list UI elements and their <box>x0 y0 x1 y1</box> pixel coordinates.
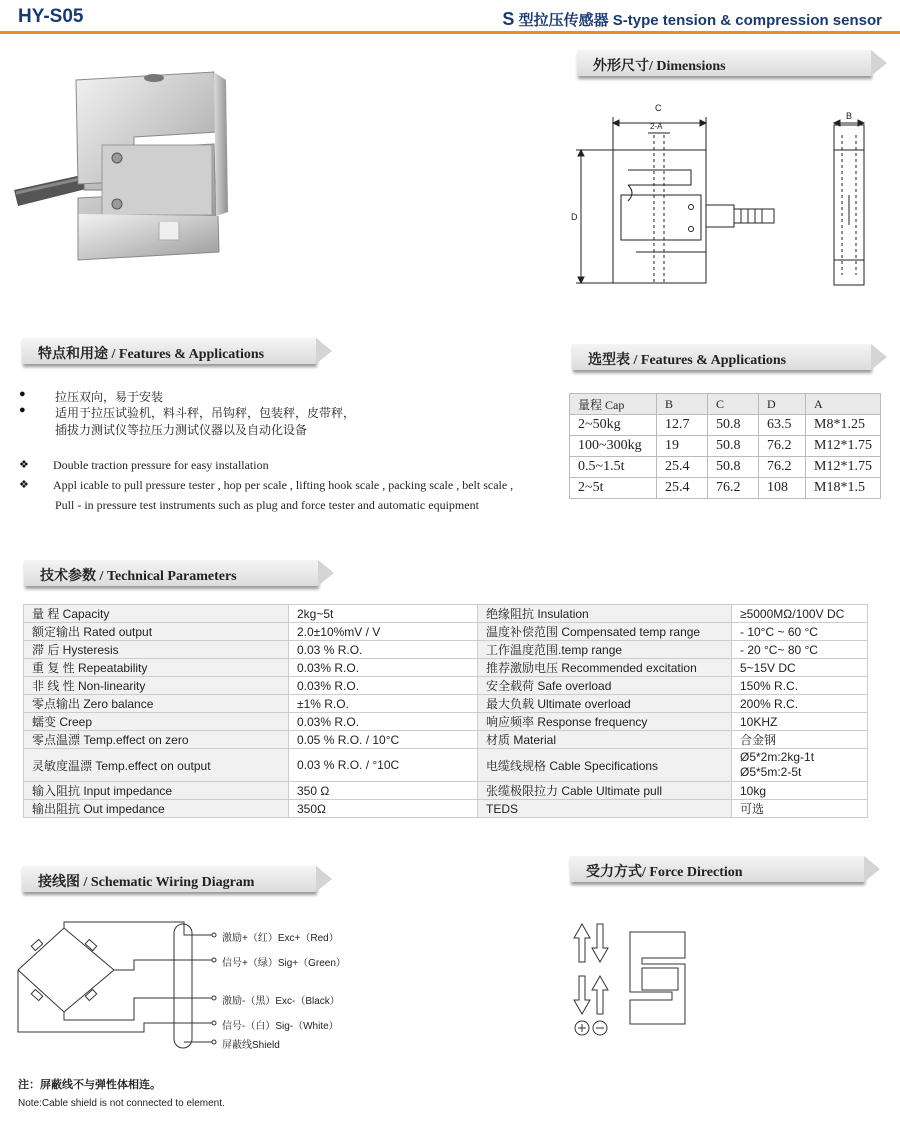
dimensions-banner <box>577 50 887 80</box>
selection-header-cell: B <box>657 394 708 415</box>
table-row <box>24 605 868 623</box>
param-value: 350 Ω <box>289 782 478 800</box>
subtitle-en: S-type tension & compression sensor <box>612 12 882 29</box>
param-value: 0.03 % R.O. <box>289 641 478 659</box>
param-label: 滞 后 Hysteresis <box>24 641 289 659</box>
bullet-diamond-icon: ❖ <box>19 459 29 471</box>
table-row <box>570 415 881 436</box>
dim-label-b: B <box>846 111 853 121</box>
selection-heading: 选型表 / Features & Applications <box>588 353 787 368</box>
wiring-banner <box>22 866 332 896</box>
features-heading: 特点和用途 / Features & Applications <box>38 347 265 362</box>
table-cell: 50.8 <box>708 415 759 436</box>
param-value: 5~15V DC <box>732 659 868 677</box>
table-cell: 63.5 <box>759 415 806 436</box>
dimensions-heading: 外形尺寸/ Dimensions <box>593 59 726 74</box>
param-label: 推荐激励电压 Recommended excitation <box>478 659 732 677</box>
param-label: 重 复 性 Repeatability <box>24 659 289 677</box>
bullet-diamond-icon: ❖ <box>19 479 29 491</box>
wire-exc-minus: 激励-（黑）Exc-（Black） <box>222 996 340 1007</box>
param-label: 额定输出 Rated output <box>24 623 289 641</box>
param-value: 10KHZ <box>732 713 868 731</box>
feature-cn-1: 拉压双向，易于安装 <box>55 390 164 404</box>
param-label: 响应频率 Response frequency <box>478 713 732 731</box>
param-value: 0.03% R.O. <box>289 713 478 731</box>
arrow-down-icon <box>592 924 608 962</box>
table-cell: M8*1.25 <box>806 415 881 436</box>
feature-cn-2: 适用于拉压试验机，料斗秤，吊钩秤，包装秤，皮带秤， <box>55 406 356 420</box>
param-label: 电缆线规格 Cable Specifications <box>478 749 732 782</box>
table-cell: 25.4 <box>657 457 708 478</box>
param-value: 2kg~5t <box>289 605 478 623</box>
table-cell: M12*1.75 <box>806 457 881 478</box>
table-cell: M18*1.5 <box>806 478 881 499</box>
table-cell: 76.2 <box>759 436 806 457</box>
param-value: - 20 °C~ 80 °C <box>732 641 868 659</box>
param-value: 0.03% R.O. <box>289 677 478 695</box>
table-cell: 50.8 <box>708 457 759 478</box>
dim-label-c: C <box>655 103 662 113</box>
selection-header-cell: D <box>759 394 806 415</box>
table-cell: 50.8 <box>708 436 759 457</box>
note-cn: 注：屏蔽线不与弹性体相连。 <box>18 1079 161 1091</box>
feature-cn-3: 插拔力测试仪等拉压力测试仪器以及自动化设备 <box>55 423 308 437</box>
wire-sig-minus: 信号-（白）Sig-（White） <box>222 1021 339 1032</box>
param-value: ±1% R.O. <box>289 695 478 713</box>
technical-heading: 技术参数 / Technical Parameters <box>40 569 237 584</box>
force-banner <box>570 856 880 886</box>
param-label: 工作温度范围.temp range <box>478 641 732 659</box>
param-label: 蠕变 Creep <box>24 713 289 731</box>
bullet-dot-icon: ● <box>19 404 26 416</box>
table-cell: 19 <box>657 436 708 457</box>
table-cell: 0.5~1.5t <box>570 457 657 478</box>
dimension-drawing <box>566 95 896 325</box>
table-row <box>24 713 868 731</box>
param-value: 150% R.C. <box>732 677 868 695</box>
param-label: 最大负载 Ultimate overload <box>478 695 732 713</box>
force-heading: 受力方式/ Force Direction <box>586 865 743 880</box>
product-subtitle <box>502 9 882 30</box>
table-row <box>24 800 868 818</box>
product-photo <box>14 62 244 292</box>
param-value: 0.03 % R.O. / °10C <box>289 749 478 782</box>
bullet-dot-icon: ● <box>19 388 26 400</box>
subtitle-s: S <box>502 9 515 29</box>
header-divider <box>0 31 900 34</box>
param-label: 安全载荷 Safe overload <box>478 677 732 695</box>
table-row <box>570 478 881 499</box>
param-label: 零点温漂 Temp.effect on zero <box>24 731 289 749</box>
arrow-down-icon <box>574 976 590 1014</box>
table-cell: 100~300kg <box>570 436 657 457</box>
subtitle-cn: 型拉压传感器 <box>518 12 609 29</box>
features-banner <box>22 338 332 368</box>
arrow-up-icon <box>592 976 608 1014</box>
wiring-heading: 接线图 / Schematic Wiring Diagram <box>38 875 255 890</box>
selection-banner <box>572 344 887 374</box>
table-cell: 108 <box>759 478 806 499</box>
table-cell: 2~50kg <box>570 415 657 436</box>
wire-exc-plus: 激励+（红）Exc+（Red） <box>222 933 339 944</box>
selection-header-cell: A <box>806 394 881 415</box>
param-value: 0.05 % R.O. / 10°C <box>289 731 478 749</box>
selection-header-row <box>570 394 881 415</box>
table-row <box>570 436 881 457</box>
param-value: Ø5*2m:2kg-1t Ø5*5m:2-5t <box>732 749 868 782</box>
param-label: 绝缘阻抗 Insulation <box>478 605 732 623</box>
feature-en-2: Appl icable to pull pressure tester , hop per scale , lifting hook scale , packing scale , belt scale , <box>53 478 514 492</box>
param-value: 2.0±10%mV / V <box>289 623 478 641</box>
feature-en-1: Double traction pressure for easy installation <box>53 458 269 472</box>
param-label: 量 程 Capacity <box>24 605 289 623</box>
param-value: ≥5000MΩ/100V DC <box>732 605 868 623</box>
wire-sig-plus: 信号+（绿）Sig+（Green） <box>222 958 346 969</box>
force-direction-drawing <box>570 920 720 1040</box>
table-row <box>24 782 868 800</box>
table-row <box>24 749 868 782</box>
note-en: Note:Cable shield is not connected to element. <box>18 1098 225 1109</box>
parameters-table <box>23 604 868 818</box>
selection-header-cell: 量程 Cap <box>570 394 657 415</box>
table-cell: 76.2 <box>759 457 806 478</box>
param-label: 输出阻抗 Out impedance <box>24 800 289 818</box>
dim-label-d: D <box>571 212 578 222</box>
table-cell: 12.7 <box>657 415 708 436</box>
wiring-diagram <box>14 920 224 1050</box>
param-value: 350Ω <box>289 800 478 818</box>
table-row <box>24 623 868 641</box>
param-label: 非 线 性 Non-linearity <box>24 677 289 695</box>
model-title: HY-S05 <box>18 6 84 27</box>
param-label: 温度补偿范围 Compensated temp range <box>478 623 732 641</box>
param-label: 灵敏度温漂 Temp.effect on output <box>24 749 289 782</box>
table-cell: 25.4 <box>657 478 708 499</box>
param-value: - 10°C ~ 60 °C <box>732 623 868 641</box>
param-value: 0.03% R.O. <box>289 659 478 677</box>
table-row <box>24 659 868 677</box>
param-value: 200% R.C. <box>732 695 868 713</box>
wire-shield: 屏蔽线Shield <box>222 1040 280 1051</box>
dim-label-2a: 2-A <box>650 122 663 131</box>
selection-header-cell: C <box>708 394 759 415</box>
technical-banner <box>24 560 334 590</box>
param-value: 合金钢 <box>732 731 868 749</box>
param-label: 输入阻抗 Input impedance <box>24 782 289 800</box>
param-label: 零点输出 Zero balance <box>24 695 289 713</box>
param-label: 张缆极限拉力 Cable Ultimate pull <box>478 782 732 800</box>
table-cell: 2~5t <box>570 478 657 499</box>
param-label: TEDS <box>478 800 732 818</box>
table-row <box>24 731 868 749</box>
table-cell: M12*1.75 <box>806 436 881 457</box>
table-row <box>570 457 881 478</box>
table-row <box>24 641 868 659</box>
table-cell: 76.2 <box>708 478 759 499</box>
param-value: 10kg <box>732 782 868 800</box>
arrow-up-icon <box>574 924 590 962</box>
table-row <box>24 695 868 713</box>
selection-table <box>569 393 881 499</box>
param-value: 可选 <box>732 800 868 818</box>
table-row <box>24 677 868 695</box>
feature-en-3: Pull - in pressure test instruments such as plug and force tester and automatic equipment <box>55 498 479 512</box>
param-label: 材质 Material <box>478 731 732 749</box>
